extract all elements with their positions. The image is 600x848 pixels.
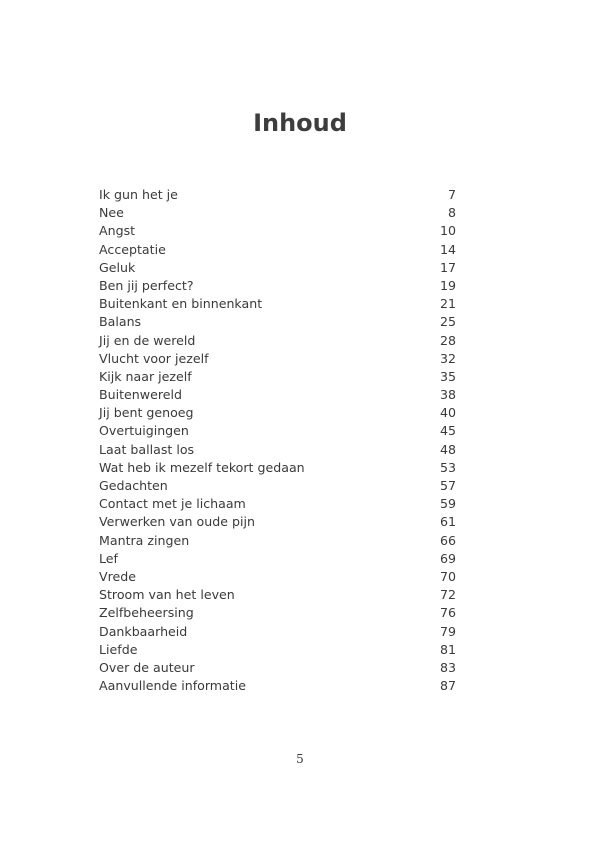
page-title: Inhoud [253,109,347,137]
toc-entry-label: Ik gun het je [99,187,178,202]
toc-entry-page: 45 [439,423,456,439]
toc-entry [99,477,456,495]
toc-entry-page: 10 [439,223,456,239]
toc-entry [99,677,456,695]
toc-entry [99,623,456,641]
toc-entry-page: 19 [439,277,456,293]
toc-entry-page: 7 [447,187,456,202]
toc-entry-label: Geluk [99,259,136,275]
toc-entry [99,659,456,677]
toc-entry-page: 8 [447,205,456,221]
toc-entry-page: 66 [439,532,456,548]
toc-entry [99,404,456,422]
toc-entry-page: 53 [439,459,456,475]
toc-entry-page: 21 [439,296,456,312]
toc-entry [99,295,456,313]
toc-entry-label: Mantra zingen [99,532,190,548]
toc-entry-page: 59 [439,496,456,512]
toc-entry-label: Dankbaarheid [99,623,188,639]
toc-entry-label: Nee [99,205,124,221]
toc-entry-label: Jij en de wereld [99,332,196,348]
toc-entry-label: Wat heb ik mezelf tekort gedaan [99,459,305,475]
toc-entry-label: Balans [99,314,142,330]
toc-entry-page: 69 [439,550,456,566]
toc-entry [99,386,456,404]
toc-entry-label: Overtuigingen [99,423,189,439]
toc-entry [99,259,456,277]
toc-entry-page: 81 [439,641,456,657]
toc-entry-page: 38 [439,387,456,403]
toc-entry [99,313,456,331]
table-of-contents [99,186,456,695]
toc-entry-label: Jij bent genoeg [99,405,194,421]
toc-entry-page: 32 [439,350,456,366]
toc-entry [99,550,456,568]
toc-entry-page: 14 [439,241,456,257]
toc-entry-page: 57 [439,478,456,493]
toc-entry [99,222,456,240]
toc-entry-page: 35 [439,368,456,384]
toc-entry-label: Verwerken van oude pijn [99,514,255,530]
toc-entry [99,241,456,259]
toc-entry [99,513,456,531]
toc-entry-page: 83 [439,659,456,675]
toc-entry-label: Buitenwereld [99,387,182,403]
toc-entry-page: 40 [439,405,456,421]
toc-entry [99,532,456,550]
toc-entry-page: 79 [439,623,456,639]
toc-entry-page: 72 [439,587,456,603]
toc-entry-label: Vrede [99,568,137,584]
toc-entry-label: Acceptatie [99,241,166,257]
toc-entry-page: 70 [439,568,456,584]
toc-entry-page: 48 [439,441,456,457]
toc-entry-label: Gedachten [99,478,168,493]
toc-entry-page: 87 [439,678,456,694]
toc-entry-label: Stroom van het leven [99,587,235,603]
toc-entry [99,495,456,513]
toc-entry [99,459,456,477]
toc-entry-label: Buitenkant en binnenkant [99,296,263,312]
toc-entry-label: Vlucht voor jezelf [99,350,209,366]
toc-entry-label: Lef [99,550,118,566]
toc-entry-label: Laat ballast los [99,441,195,457]
toc-entry-page: 28 [439,332,456,348]
toc-entry [99,277,456,295]
toc-entry [99,641,456,659]
toc-entry-label: Aanvullende informatie [99,678,246,694]
toc-entry-page: 25 [439,314,456,330]
toc-entry [99,368,456,386]
toc-entry-page: 17 [439,259,456,275]
toc-entry [99,568,456,586]
toc-entry [99,604,456,622]
toc-entry-label: Ben jij perfect? [99,277,194,293]
page-number: 5 [296,752,304,766]
toc-entry [99,441,456,459]
toc-entry-label: Liefde [99,641,138,657]
toc-entry [99,350,456,368]
toc-entry [99,586,456,604]
toc-entry-label: Kijk naar jezelf [99,368,192,384]
toc-entry [99,204,456,222]
toc-entry-label: Zelfbeheersing [99,605,194,621]
toc-entry-label: Contact met je lichaam [99,496,246,512]
toc-entry [99,186,456,204]
toc-entry-label: Over de auteur [99,659,195,675]
toc-entry [99,332,456,350]
toc-entry [99,422,456,440]
toc-entry-label: Angst [99,223,136,239]
toc-entry-page: 76 [439,605,456,621]
toc-entry-page: 61 [439,514,456,530]
